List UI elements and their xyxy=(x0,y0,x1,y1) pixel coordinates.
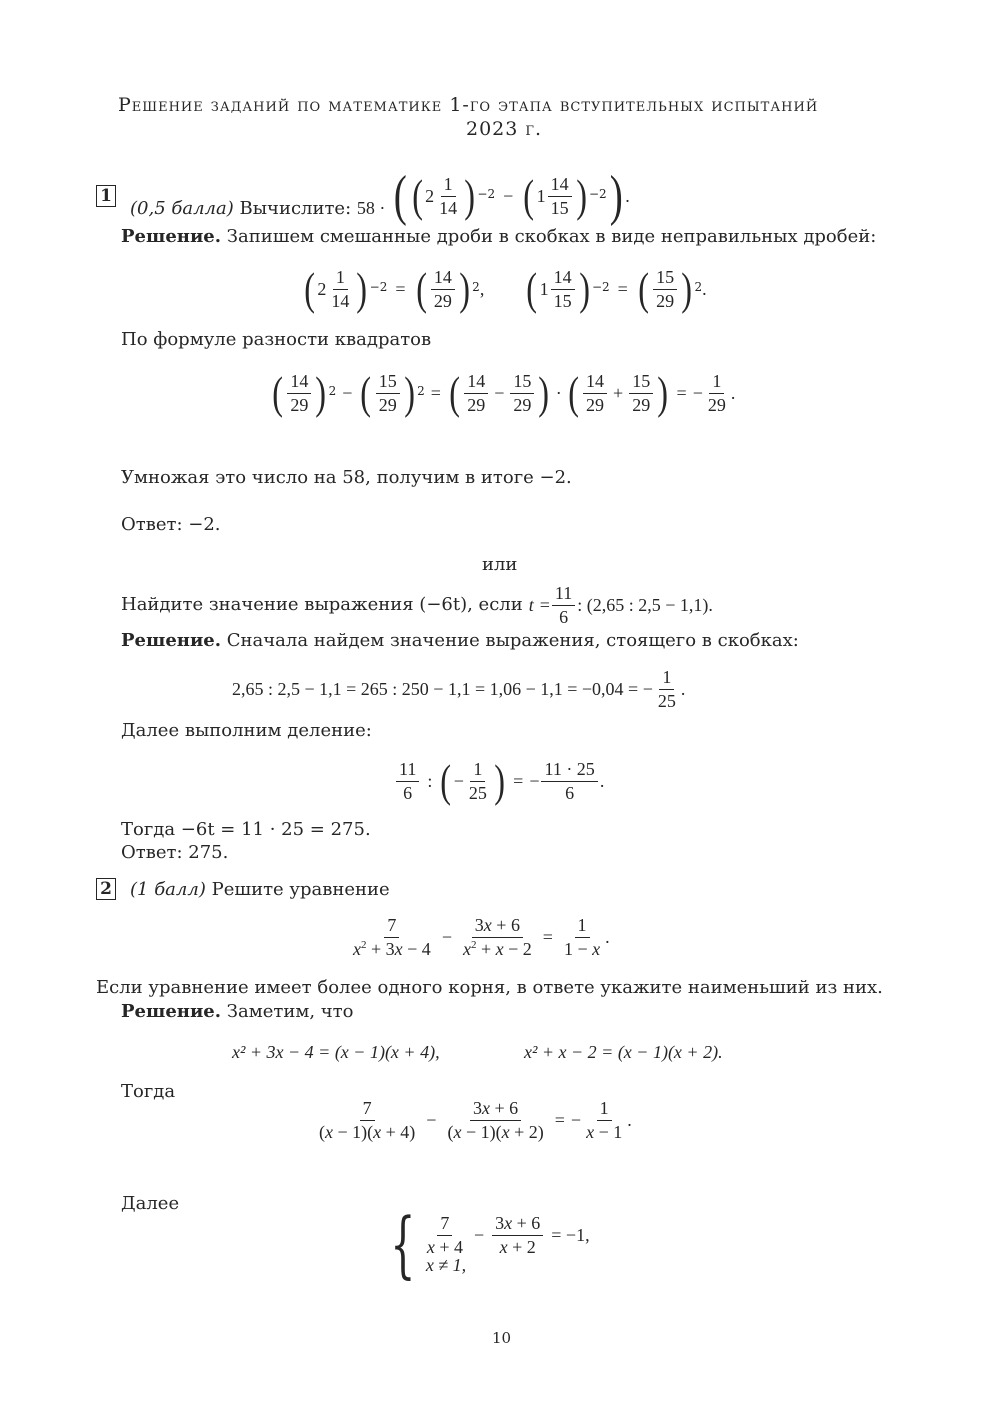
page-title-line2: 2023 г. xyxy=(466,118,543,140)
alt-solution-text: Сначала найдем значение выражения, стоящего в скобках: xyxy=(226,630,799,651)
diff-squares-text: По формуле разности квадратов xyxy=(121,329,432,350)
problem1-expression: ( ( 2 $\frac{1}{14}$ ) $^{-2}$ − ( 1 $\frac{14}{15}$ ) $^{-2}$ ) . xyxy=(393,165,630,227)
answer-1: Ответ: −2. xyxy=(121,514,221,535)
problem2-solution-intro xyxy=(121,1003,353,1021)
equation-improper-fractions: ( 2 $\frac{1}{14}$ ) $^{-2}$ = ( $\frac{14}{29}$ ) $^2$ , ( 1 $\frac{14}{15}$ ) $^{-2}$ = ( $\frac{15}{29}$ ) $^2$ . xyxy=(304,263,707,314)
alt-then-text: Тогда −6t = 11 · 25 = 275. xyxy=(121,819,371,840)
problem1-points: (0,5 балла) xyxy=(130,198,234,219)
alt-prompt-a: Найдите значение выражения (−6t), если xyxy=(121,594,523,616)
problem2-statement xyxy=(130,881,390,899)
problem-number-2: 2 xyxy=(96,878,116,900)
equation-diff-squares: ( $\frac{14}{29}$ ) $^2$ − ( $\frac{15}{29}$ ) $^2$ = ( $\frac{14}{29}$ − $\frac{15}{29}$ ) · ( $\frac{14}{29}$ + $\frac{15}{29}$ ) = − $\frac{1}{29}$ . xyxy=(272,367,736,418)
problem2-condition: Если уравнение имеет более одного корня, в ответе укажите наименьший из них. xyxy=(96,977,883,998)
problem1-coef: 58 xyxy=(356,198,375,218)
alt-chain-text: 2,65 : 2,5 − 1,1 = 265 : 250 − 1,1 = 1,06 − 1,1 = −0,04 = − xyxy=(232,679,653,700)
then-text: Тогда xyxy=(121,1081,176,1102)
page-title-line1: Решение заданий по математике 1-го этапа вступительных испытаний xyxy=(118,94,819,116)
problem2-transformed-equation: $\frac{7}{(x - 1)(x + 4)}$ − $\frac{3x + 6}{(x - 1)(x + 2)}$ = − $\frac{1}{x - 1}$ . xyxy=(319,1098,632,1142)
solution-label: Решение. xyxy=(121,226,222,247)
problem2-solution-text: Заметим, что xyxy=(226,1001,354,1022)
factorization-2: x² + x − 2 = (x − 1)(x + 2). xyxy=(524,1042,723,1062)
factorization-1: x² + 3x − 4 = (x − 1)(x + 4), xyxy=(232,1042,440,1062)
problem2-equation: $\frac{7}{x^2 + 3x - 4}$ − $\frac{3x + 6}{x^2 + x - 2}$ = $\frac{1}{1 - x}$ . xyxy=(353,915,610,959)
system-line-2: x ≠ 1, xyxy=(425,1255,467,1276)
problem2-prompt: Решите уравнение xyxy=(211,879,390,900)
problem-number-1: 1 xyxy=(96,185,116,207)
next-text: Далее xyxy=(121,1193,180,1214)
problem1-statement: (0,5 балла) Вычислите: 58 · ( ( 2 $\frac{1}{14}$ ) $^{-2}$ − ( 1 $\frac{14}{15}$ ) $^{-2}$ ) . xyxy=(130,165,630,227)
alt-division-equation: $\frac{11}{6}$ : ( − $\frac{1}{25}$ ) = − $\frac{11 \cdot 25}{6}$ . xyxy=(394,758,604,804)
alt-prompt-b: : (2,65 : 2,5 − 1,1). xyxy=(577,595,713,616)
multiply-text: Умножая это число на 58, получим в итоге −2. xyxy=(121,467,572,488)
system-of-conditions: { $\frac{7}{x + 4}$ − $\frac{3x + 6}{x + 2}$ = −1, x ≠ 1, xyxy=(390,1202,590,1286)
problem1-prompt: Вычислите: xyxy=(239,198,352,219)
alt-solution-label: Решение. xyxy=(121,630,222,651)
problem2-solution-label: Решение. xyxy=(121,1001,222,1022)
problem2-points: (1 балл) xyxy=(130,879,206,900)
page-number: 10 xyxy=(492,1329,512,1347)
alt-solution-intro xyxy=(121,632,799,650)
or-separator: или xyxy=(482,554,518,575)
alt-problem-statement: Найдите значение выражения (−6t), если t = $\frac{11}{6}$ : (2,65 : 2,5 − 1,1). xyxy=(121,583,713,627)
problem1-solution-intro xyxy=(121,228,876,246)
alt-answer: Ответ: 275. xyxy=(121,842,229,863)
alt-division-text: Далее выполним деление: xyxy=(121,720,372,741)
solution-text: Запишем смешанные дроби в скобках в виде неправильных дробей: xyxy=(226,226,877,247)
alt-chain-equation: 2,65 : 2,5 − 1,1 = 265 : 250 − 1,1 = 1,06 − 1,1 = −0,04 = − $\frac{1}{25}$ . xyxy=(232,667,686,711)
